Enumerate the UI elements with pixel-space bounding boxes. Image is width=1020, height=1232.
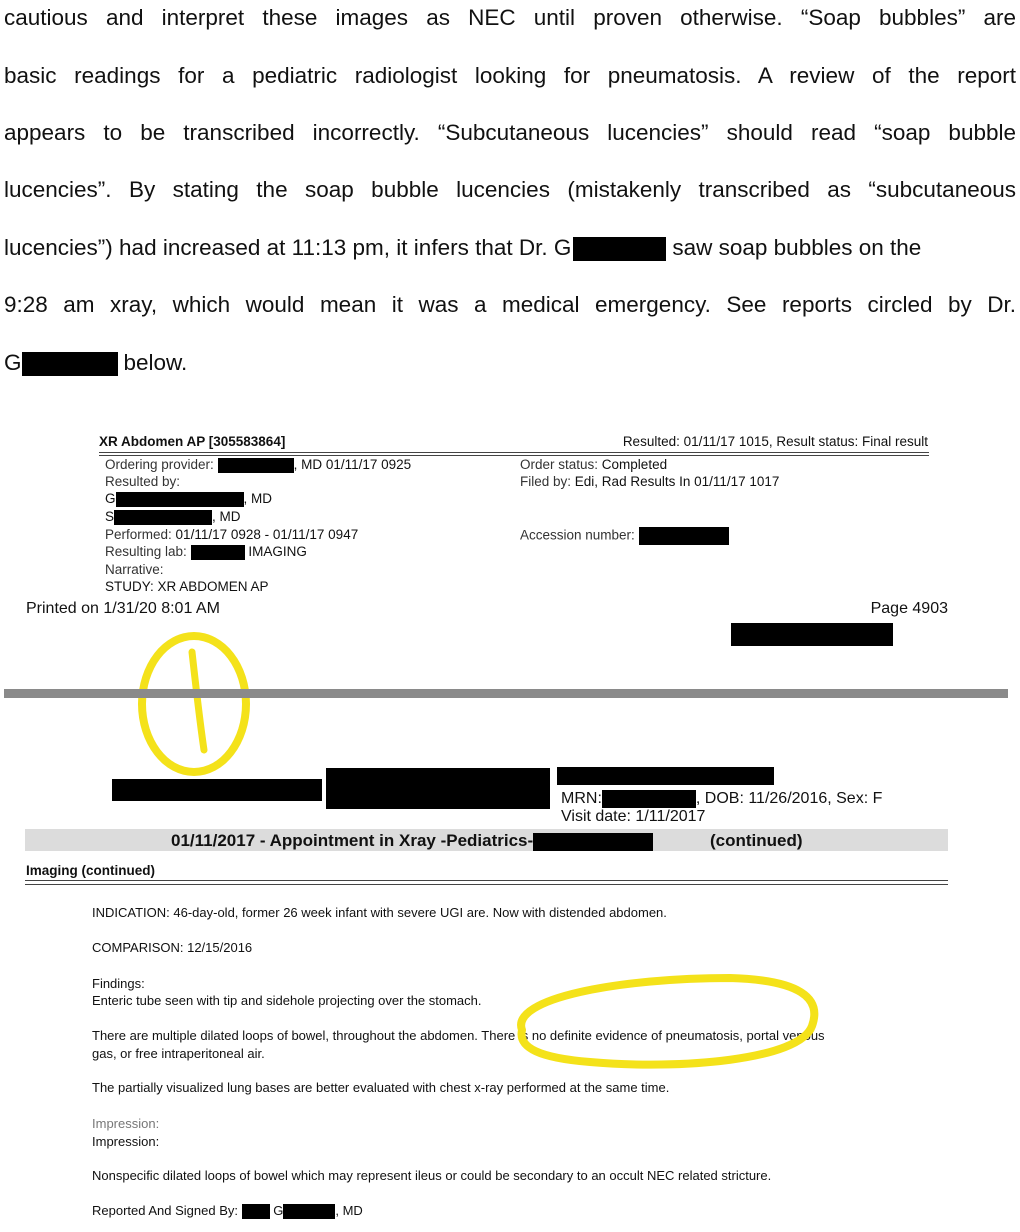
letter-line-5-start: lucencies”) had increased at 11:13 pm, it infers that Dr. G: [4, 235, 572, 260]
signed-by-initial: G: [273, 1203, 284, 1218]
redaction-box: [218, 458, 294, 473]
filed-by-label: Filed by:: [520, 474, 572, 489]
divider: [99, 452, 929, 453]
resulted-by-2: [105, 509, 241, 525]
finding-1: Enteric tube seen with tip and sidehole projecting over the stomach.: [92, 993, 482, 1008]
resulted-by-1: [105, 491, 272, 507]
redaction-box: [602, 790, 696, 808]
continued-label: (continued): [710, 831, 803, 850]
order-status-label: Order status:: [520, 457, 599, 472]
resulted-by-label: Resulted by:: [105, 474, 181, 489]
letter-line-3: appears to be transcribed incorrectly. “Subcutaneous lucencies” should read “soap bubble: [4, 120, 1016, 145]
letter-line-5-end: saw soap bubbles on the: [672, 235, 922, 260]
indication: INDICATION: 46-day-old, former 26 week infant with severe UGI are. Now with distended abdomen.: [92, 905, 667, 920]
appointment-title-text: 01/11/2017 - Appointment in Xray -Pediatrics-: [171, 831, 534, 850]
order-status: [520, 457, 667, 472]
resulting-lab-value: IMAGING: [248, 544, 307, 559]
resulting-lab: [105, 544, 307, 560]
redaction-box: [22, 352, 118, 376]
highlight-stroke: [180, 648, 220, 758]
order-status-value: Completed: [601, 457, 668, 472]
signed-by: [92, 1203, 363, 1219]
visit-date: Visit date: 1/11/2017: [561, 808, 706, 825]
impression-text: Nonspecific dilated loops of bowel which may represent ileus or could be secondary to an occult NEC related stricture.: [92, 1168, 772, 1183]
signed-by-label: Reported And Signed By:: [92, 1203, 238, 1218]
redaction-box: [114, 510, 212, 525]
redaction-box: [731, 623, 893, 646]
letter-line-4: lucencies”. By stating the soap bubble lucencies (mistakenly transcribed as “subcutaneous: [4, 177, 1016, 202]
findings-label: Findings:: [92, 976, 145, 991]
section-heading: Imaging (continued): [26, 863, 155, 878]
redaction-box: [191, 545, 245, 560]
signed-by-suffix: , MD: [335, 1203, 363, 1218]
letter-line-7: [4, 348, 1016, 378]
redaction-box: [533, 833, 653, 851]
letter-line-7-end: below.: [123, 350, 188, 375]
report-title: XR Abdomen AP [305583864]: [99, 434, 286, 449]
redaction-box: [242, 1204, 270, 1219]
page-separator: [4, 689, 1008, 698]
page-number: Page 4903: [870, 600, 948, 617]
letter-line-1: cautious and interpret these images as NEC until proven otherwise. “Soap bubbles” are: [4, 5, 1016, 30]
dob-sex: , DOB: 11/26/2016, Sex: F: [695, 790, 883, 808]
accession-number: [520, 527, 729, 545]
ordering-provider-label: Ordering provider:: [105, 457, 214, 472]
appointment-title: [171, 831, 653, 851]
letter-line-5: [4, 233, 1016, 263]
resulting-lab-label: Resulting lab:: [105, 544, 187, 559]
mrn-label: MRN:: [561, 790, 602, 808]
redaction-box: [639, 527, 729, 545]
filed-by-value: Edi, Rad Results In 01/11/17 1017: [574, 474, 780, 489]
redaction-box: [112, 779, 322, 801]
printed-on: Printed on 1/31/20 8:01 AM: [26, 600, 220, 617]
impression-heading-gray: Impression:: [92, 1116, 160, 1131]
resulted-by-1-initial: G: [105, 491, 116, 506]
performed-value: 01/11/17 0928 - 01/11/17 0947: [175, 527, 359, 542]
performed: [105, 527, 358, 542]
redaction-box: [557, 767, 774, 785]
redaction-box: [573, 237, 666, 261]
performed-label: Performed:: [105, 527, 172, 542]
patient-info: [561, 790, 882, 808]
divider: [25, 880, 948, 881]
ordering-provider-value: , MD 01/11/17 0925: [293, 457, 412, 472]
finding-2-cont: gas, or free intraperitoneal air.: [92, 1046, 265, 1061]
impression-heading: Impression:: [92, 1134, 160, 1149]
redaction-box: [283, 1204, 335, 1219]
divider: [99, 455, 929, 456]
letter-line-2: basic readings for a pediatric radiologist looking for pneumatosis. A review of the report: [4, 63, 1016, 88]
filed-by: [520, 474, 779, 489]
resulted-by-1-suffix: , MD: [243, 491, 273, 506]
letter-line-7-initial: G: [4, 350, 22, 375]
divider: [25, 884, 948, 885]
narrative-label: Narrative:: [105, 562, 164, 577]
resulted-by-2-suffix: , MD: [212, 509, 241, 524]
finding-2: There are multiple dilated loops of bowel, throughout the abdomen. There is no definite evidence of pneumatosis, portal venous: [92, 1028, 825, 1043]
comparison: COMPARISON: 12/15/2016: [92, 940, 253, 955]
letter-line-6: 9:28 am xray, which would mean it was a medical emergency. See reports circled by Dr.: [4, 292, 1016, 317]
study-line: STUDY: XR ABDOMEN AP: [105, 579, 269, 594]
resulted-by-2-initial: S: [105, 509, 115, 524]
accession-label: Accession number:: [520, 527, 635, 543]
result-status: Resulted: 01/11/17 1015, Result status: Final result: [622, 434, 928, 449]
ordering-provider: [105, 457, 411, 473]
finding-3: The partially visualized lung bases are better evaluated with chest x-ray performed at the same time.: [92, 1080, 670, 1095]
redaction-box: [326, 768, 550, 809]
highlight-oval: [500, 968, 826, 1080]
redaction-box: [116, 492, 244, 507]
